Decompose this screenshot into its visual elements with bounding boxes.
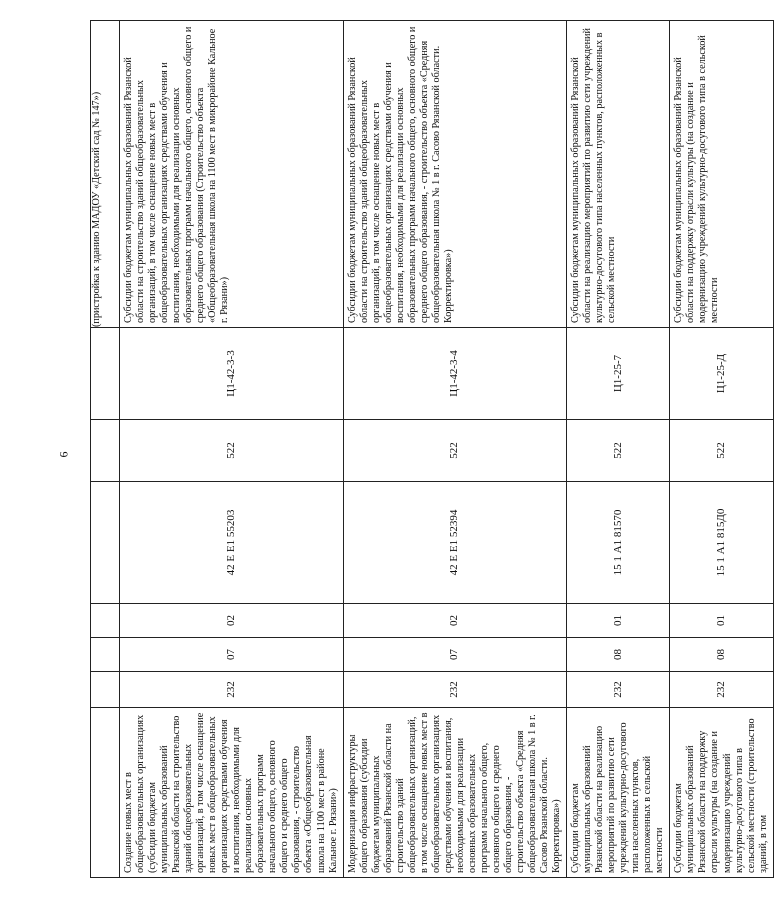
name-cell: Создание новых мест в общеобразовательных организациях (субсидии бюджетам муниципальных образований Рязанской области на строительство зданий общеобразовательных организаций, в том числе оснащение новых мест в общеобразовательных организациях средствами обучения и воспитания, необходимыми для реализации основных образовательных программ начального общего, основного общего и среднего общего образования, - строительство объекта «Общеобразовательная школа на 1100 мест в районе Кальное г. Рязани») (120, 708, 344, 878)
target-code-cell: 15 1 А1 81570 (567, 482, 670, 604)
table-row (670, 21, 773, 878)
subsection-code-cell: 02 (343, 604, 567, 638)
expense-type-cell: 522 (567, 420, 670, 482)
section-code-cell: 08 (567, 638, 670, 672)
admin-code-cell (91, 672, 120, 708)
expense-type-cell: 522 (120, 420, 344, 482)
subsection-code-cell: 01 (567, 604, 670, 638)
result-cell: Субсидии бюджетам муниципальных образований Рязанской области на строительство зданий общеобразовательных организаций, в том числе оснащение новых мест в общеобразовательных организациях средствами обучения и воспитания, необходимыми для реализации основных образовательных программ начального общего, основного общего и среднего общего образования, - строительство объекта «Средняя общеобразовательная школа № 1 в г. Сасово Рязанской области. Корректировка») (343, 21, 567, 328)
result-cell: Субсидии бюджетам муниципальных образований Рязанской области на поддержку отрасли культуры (на создание и модернизацию учреждений культурно-досугового типа в сельской местности (670, 21, 773, 328)
admin-code-cell: 232 (120, 672, 344, 708)
section-code-cell: 07 (343, 638, 567, 672)
table-row (567, 21, 670, 878)
expense-type-cell: 522 (343, 420, 567, 482)
budget-table (90, 20, 774, 878)
section-code-cell: 08 (670, 638, 773, 672)
name-cell: Субсидии бюджетам муниципальных образований Рязанской области на поддержку отрасли культуры (на создание и модернизацию учреждений культурно-досугового типа в сельской местности (строительство зданий, в том (670, 708, 773, 878)
result-cell: Субсидии бюджетам муниципальных образований Рязанской области на строительство зданий общеобразовательных организаций, в том числе оснащение новых мест в общеобразовательных организациях средствами обучения и воспитания, необходимыми для реализации основных образовательных программ начального общего, основного общего и среднего общего образования (Строительство объекта «Общеобразовательная школа на 1100 мест в микрорайоне Кальное г. Рязани») (120, 21, 344, 328)
subsection-code-cell: 01 (670, 604, 773, 638)
name-cell: Субсидии бюджетам муниципальных образований Рязанской области на реализацию мероприятий по развитию сети учреждений культурно-досугового типа населенных пунктов, расположенных в сельской местности (567, 708, 670, 878)
name-cell (91, 708, 120, 878)
admin-code-cell: 232 (343, 672, 567, 708)
target-code-cell (91, 482, 120, 604)
project-code-cell: Ц1-42-3-3 (120, 328, 344, 420)
table-row (91, 21, 120, 878)
target-code-cell: 15 1 А1 815Д0 (670, 482, 773, 604)
admin-code-cell: 232 (567, 672, 670, 708)
section-code-cell: 07 (120, 638, 344, 672)
admin-code-cell: 232 (670, 672, 773, 708)
project-code-cell: Ц1-25-7 (567, 328, 670, 420)
name-cell: Модернизация инфраструктуры общего образования (субсидии бюджетам муниципальных образований Рязанской области на строительство зданий общеобразовательных организаций, в том числе оснащение новых мест в общеобразовательных организациях средствами обучения и воспитания, необходимыми для реализации основных образовательных программ начального общего, основного общего и среднего общего образования, - строительство объекта «Средняя общеобразовательная школа № 1 в г. Сасово Рязанской области. Корректировка») (343, 708, 567, 878)
project-code-cell: Ц1-42-3-4 (343, 328, 567, 420)
project-code-cell (91, 328, 120, 420)
section-code-cell (91, 638, 120, 672)
table-row (120, 21, 344, 878)
expense-type-cell (91, 420, 120, 482)
expense-type-cell: 522 (670, 420, 773, 482)
page-number: 6 (56, 451, 71, 458)
table-row (343, 21, 567, 878)
result-cell: Субсидии бюджетам муниципальных образований Рязанской области на реализацию мероприятий по развитию сети учреждений культурно-досугового типа населенных пунктов, расположенных в сельской местности (567, 21, 670, 328)
project-code-cell: Ц1-25-Д (670, 328, 773, 420)
result-cell: (пристройка к зданию МАДОУ «Детский сад № 147») (91, 21, 120, 328)
target-code-cell: 42 Е Е1 52394 (343, 482, 567, 604)
subsection-code-cell (91, 604, 120, 638)
target-code-cell: 42 Е Е1 55203 (120, 482, 344, 604)
rotated-table-wrapper (90, 21, 769, 878)
subsection-code-cell: 02 (120, 604, 344, 638)
